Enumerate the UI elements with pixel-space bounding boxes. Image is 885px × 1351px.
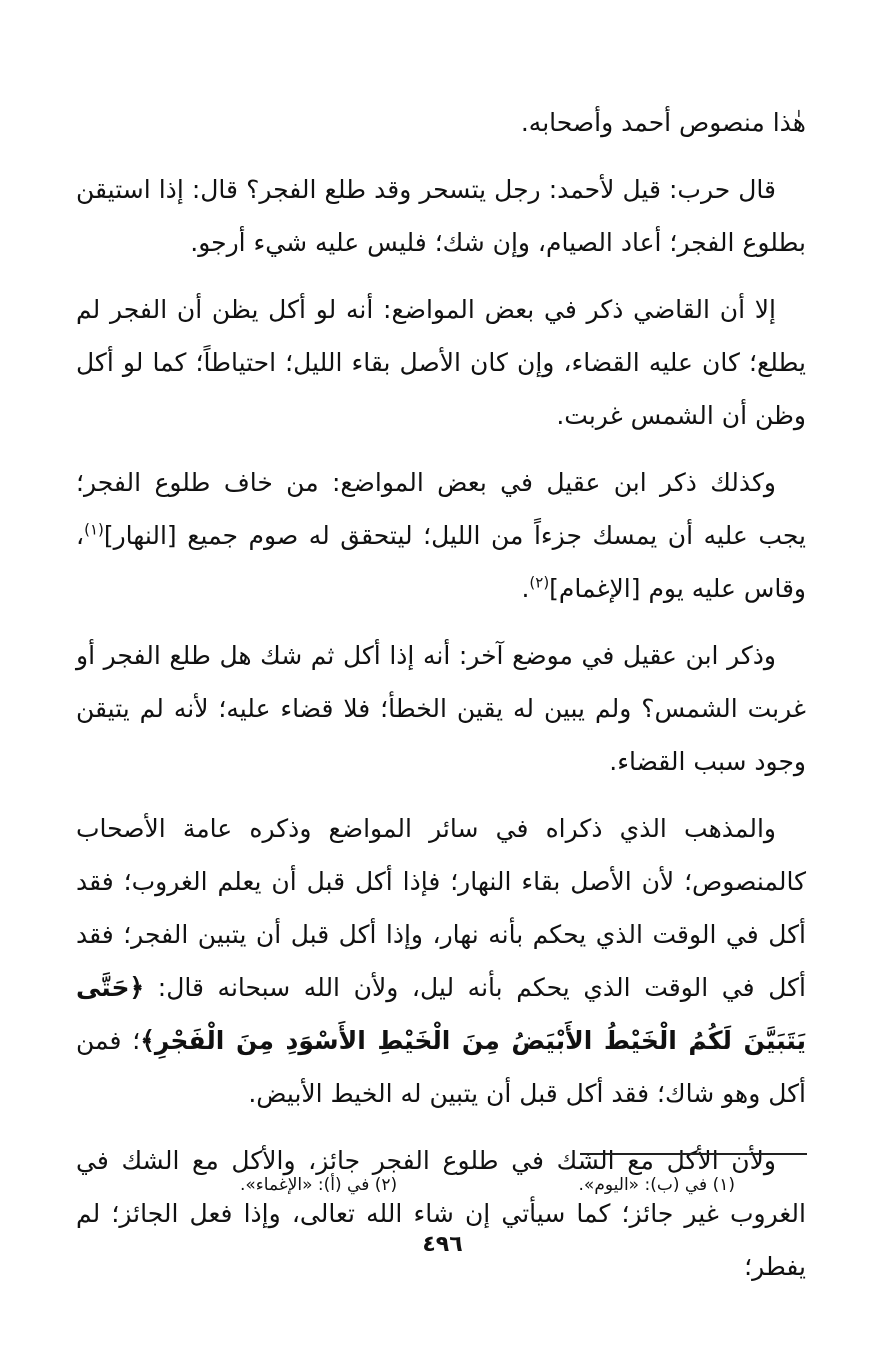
paragraph-5: وذكر ابن عقيل في موضع آخر: أنه إذا أكل ثم شك هل طلع الفجر أو غربت الشمس؟ ولم يبين له يقين الخطأ؛ فلا قضاء عليه؛ لأنه لم يتيقن وجود سبب القضاء. — [76, 641, 806, 776]
paragraph-4-end: . — [521, 574, 530, 603]
main-text — [76, 96, 806, 1293]
quran-verse: ﴿حَتَّى يَتَبَيَّنَ لَكُمُ الْخَيْطُ الأَبْيَضُ مِنَ الْخَيْطِ الأَسْوَدِ مِنَ الْفَجْرِ﴾ — [76, 973, 806, 1055]
paragraph-7: ولأن الأكل مع الشك في طلوع الفجر جائز، والأكل مع الشك في الغروب غير جائز؛ كما سيأتي إن شاء الله تعالى، وإذا فعل الجائز؛ لم يفطر؛ — [76, 1146, 806, 1281]
paragraph-3: إلا أن القاضي ذكر في بعض المواضع: أنه لو أكل يظن أن الفجر لم يطلع؛ كان عليه القضاء، وإن كان الأصل بقاء الليل؛ احتياطاً؛ كما لو أكل وظن أن الشمس غربت. — [76, 295, 806, 430]
page-number: ٤٩٦ — [422, 1232, 463, 1257]
footnotes — [240, 1170, 735, 1200]
footnote-1: (١) في (ب): «اليوم». — [578, 1175, 735, 1195]
paragraph-4-text: وكذلك ذكر ابن عقيل في بعض المواضع: من خاف طلوع الفجر؛ يجب عليه أن يمسك جزءاً من الليل؛ ليتحقق له صوم جميع [النهار] — [76, 468, 806, 550]
footnote-divider — [580, 1153, 807, 1155]
footnote-ref-2: (٢) — [529, 573, 550, 592]
paragraph-4-middle: ، وقاس عليه يوم [الإغمام] — [76, 521, 806, 603]
paragraph-6 — [76, 802, 806, 1120]
paragraph-1: هٰذا منصوص أحمد وأصحابه. — [520, 108, 806, 137]
paragraph-2: قال حرب: قيل لأحمد: رجل يتسحر وقد طلع الفجر؟ قال: إذا استيقن بطلوع الفجر؛ أعاد الصيام، وإن شك؛ فليس عليه شيء أرجو. — [76, 175, 806, 257]
footnote-ref-1: (١) — [84, 520, 104, 539]
footnote-2: (٢) في (أ): «الإغماء». — [240, 1175, 398, 1195]
paragraph-4 — [76, 456, 806, 615]
paragraph-6-text: والمذهب الذي ذكراه في سائر المواضع وذكره عامة الأصحاب كالمنصوص؛ لأن الأصل بقاء النهار؛ فإذا أكل قبل أن يعلم الغروب؛ فقد أكل في الوقت الذي يحكم بأنه نهار، وإذا أكل قبل أن يتبين الفجر؛ فقد أكل في الوقت الذي يحكم بأنه ليل، ولأن الله سبحانه قال: — [76, 814, 806, 1002]
paragraph-6-end: ؛ فمن أكل وهو شاك؛ فقد أكل قبل أن يتبين له الخيط الأبيض. — [76, 1026, 806, 1108]
